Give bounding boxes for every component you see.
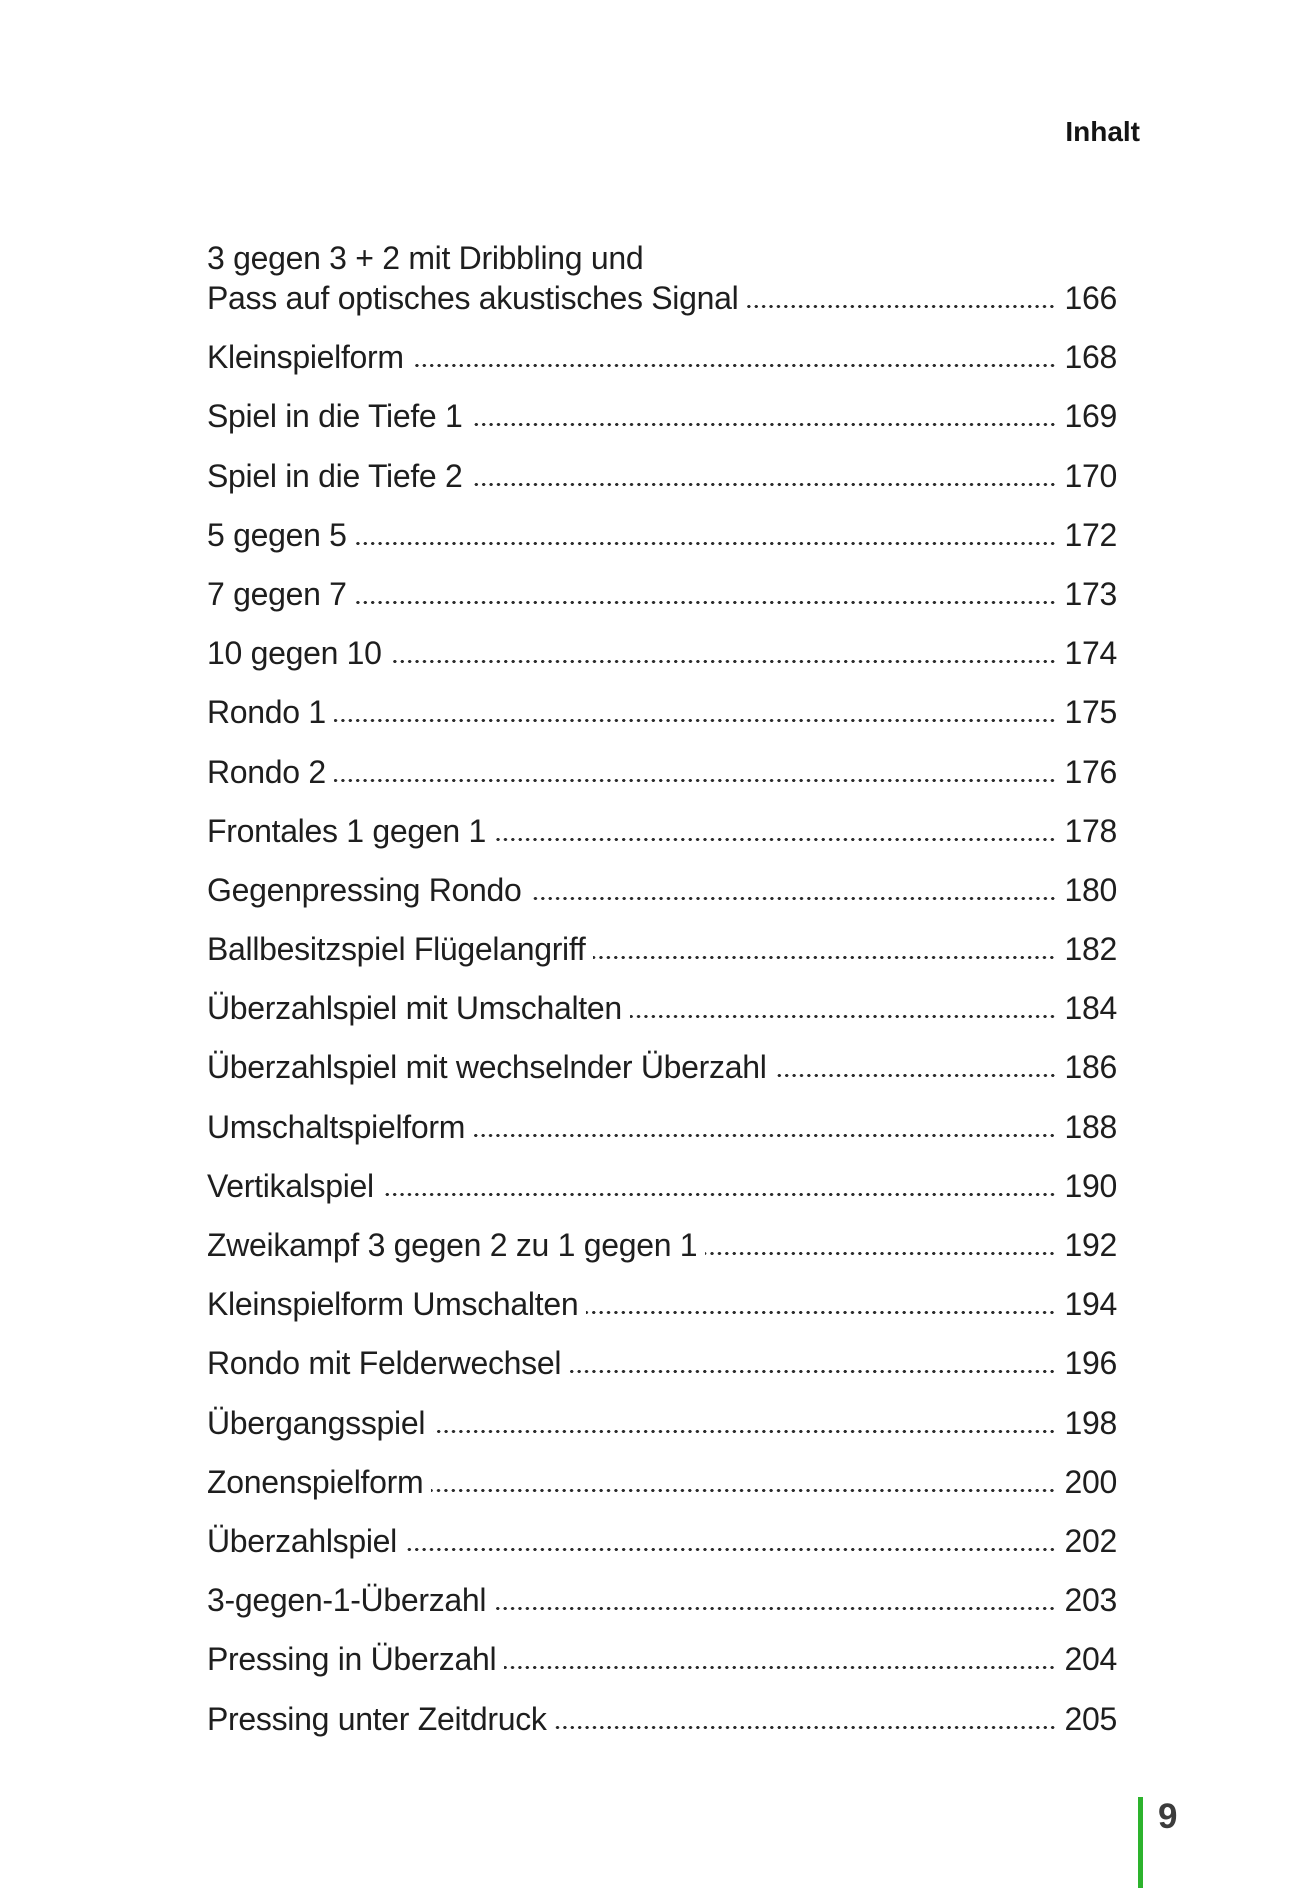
toc-entry-title: Spiel in die Tiefe 1	[207, 398, 463, 435]
toc-entry	[207, 551, 1117, 610]
toc-entry-title: Pass auf optisches akustisches Signal	[207, 280, 739, 316]
toc-entry	[207, 669, 1117, 731]
toc-entry	[207, 274, 1117, 314]
toc-entry-title: Überzahlspiel	[207, 1522, 397, 1559]
toc-entry-page: 176	[1064, 753, 1117, 790]
toc-entry-page: 192	[1064, 1227, 1117, 1263]
toc-entry-page: 196	[1064, 1345, 1117, 1382]
toc-entry-page: 204	[1064, 1641, 1117, 1678]
dotted-leader	[504, 1665, 1056, 1670]
toc-entry	[207, 1261, 1117, 1323]
toc-entry-line1	[207, 210, 1117, 274]
dotted-leader	[405, 1547, 1056, 1552]
toc-entry-title: Frontales 1 gegen 1	[207, 812, 486, 849]
toc-entry-title: Übergangsspiel	[207, 1404, 426, 1441]
toc-entry	[207, 610, 1117, 672]
toc-entry-page: 168	[1064, 339, 1117, 376]
page-title: Inhalt	[1065, 116, 1140, 147]
dotted-leader	[433, 1429, 1056, 1434]
toc-entry-title: Pressing in Überzahl	[207, 1641, 497, 1678]
toc-entry-title: Rondo 2	[207, 753, 326, 790]
dotted-leader	[586, 1310, 1056, 1315]
toc-entry-title: Umschaltspielform	[207, 1108, 466, 1145]
dotted-leader	[746, 304, 1056, 309]
toc-entry	[207, 1320, 1117, 1382]
toc-entry-page: 203	[1064, 1582, 1117, 1619]
toc-entry-title: 5 gegen 5	[207, 516, 347, 553]
dotted-leader	[471, 422, 1056, 427]
toc-entry-page: 174	[1064, 635, 1117, 672]
dotted-leader	[431, 1488, 1056, 1493]
toc-entry-title: Rondo 1	[207, 694, 326, 731]
toc-entry-page: 182	[1064, 931, 1117, 968]
toc-entry	[207, 965, 1117, 1027]
toc-entry-page: 180	[1064, 871, 1117, 908]
toc-entry	[207, 847, 1117, 906]
dotted-leader	[705, 1251, 1056, 1256]
toc-entry-page: 170	[1064, 457, 1117, 494]
toc-entry-page: 184	[1064, 990, 1117, 1027]
toc-entry-title: Kleinspielform	[207, 339, 404, 376]
folio-page-number: 9	[1158, 1797, 1178, 1836]
toc-entry-page: 198	[1064, 1404, 1117, 1441]
toc-entry-title: Rondo mit Felderwechsel	[207, 1345, 562, 1382]
toc-entry-page: 178	[1064, 812, 1117, 849]
toc-entry-title: Zweikampf 3 gegen 2 zu 1 gegen 1	[207, 1227, 698, 1263]
dotted-leader	[530, 896, 1056, 901]
toc-entry-title: 3-gegen-1-Überzahl	[207, 1582, 487, 1619]
toc-entry	[207, 788, 1117, 847]
toc-entry-page: 190	[1064, 1167, 1117, 1204]
dotted-leader	[412, 363, 1056, 368]
toc-entry-title: 10 gegen 10	[207, 635, 382, 672]
dotted-leader	[494, 1606, 1056, 1611]
toc-entry-title: Gegenpressing Rondo	[207, 871, 522, 908]
toc-entry-title: Überzahlspiel mit Umschalten	[207, 990, 622, 1027]
toc-entry-title: Pressing unter Zeitdruck	[207, 1700, 547, 1737]
toc-entry-page: 194	[1064, 1286, 1117, 1323]
toc-entry-title: Spiel in die Tiefe 2	[207, 457, 463, 494]
toc-entry	[207, 492, 1117, 551]
toc-entry-title: Zonenspielform	[207, 1463, 424, 1500]
dotted-leader	[569, 1369, 1056, 1374]
toc-entry	[207, 432, 1117, 494]
table-of-contents	[207, 210, 1117, 1735]
dotted-leader	[775, 1073, 1056, 1078]
dotted-leader	[334, 718, 1056, 723]
dotted-leader	[334, 778, 1056, 783]
toc-entry	[207, 373, 1117, 435]
toc-entry	[207, 1379, 1117, 1441]
toc-entry	[207, 1439, 1117, 1498]
dotted-leader	[390, 659, 1056, 664]
toc-entry-page: 172	[1064, 516, 1117, 553]
dotted-leader	[593, 955, 1056, 960]
toc-entry	[207, 728, 1117, 790]
toc-entry-page: 205	[1064, 1700, 1117, 1737]
dotted-leader	[471, 482, 1056, 487]
toc-entry-page: 173	[1064, 575, 1117, 612]
toc-entry	[207, 1616, 1117, 1678]
toc-entry-page: 169	[1064, 398, 1117, 435]
toc-entry	[207, 1498, 1117, 1557]
toc-entry-title: 7 gegen 7	[207, 575, 347, 612]
toc-entry	[207, 1675, 1117, 1737]
toc-entry	[207, 1202, 1117, 1261]
toc-entry	[207, 906, 1117, 968]
toc-entry-page: 188	[1064, 1108, 1117, 1145]
toc-entry-page: 200	[1064, 1463, 1117, 1500]
dotted-leader	[555, 1725, 1056, 1730]
toc-entry-page: 166	[1064, 280, 1117, 316]
toc-entry-title: Überzahlspiel mit wechselnder Überzahl	[207, 1049, 767, 1086]
toc-entry	[207, 1143, 1117, 1202]
toc-entry-page: 202	[1064, 1522, 1117, 1559]
toc-entry-page: 175	[1064, 694, 1117, 731]
toc-entry-page: 186	[1064, 1049, 1117, 1086]
toc-entry	[207, 1024, 1117, 1086]
toc-entry-title: 3 gegen 3 + 2 mit Dribbling und	[207, 240, 644, 276]
toc-entry	[207, 1083, 1117, 1145]
dotted-leader	[355, 600, 1056, 605]
dotted-leader	[355, 541, 1056, 546]
toc-entry-title: Vertikalspiel	[207, 1167, 374, 1204]
accent-rule	[1138, 1797, 1143, 1888]
dotted-leader	[382, 1192, 1056, 1197]
dotted-leader	[473, 1133, 1056, 1138]
toc-entry	[207, 314, 1117, 376]
toc-entry-title: Kleinspielform Umschalten	[207, 1286, 579, 1323]
toc-entry-title: Ballbesitzspiel Flügelangriff	[207, 931, 586, 968]
dotted-leader	[630, 1014, 1056, 1019]
toc-entry	[207, 1557, 1117, 1619]
dotted-leader	[494, 837, 1056, 842]
